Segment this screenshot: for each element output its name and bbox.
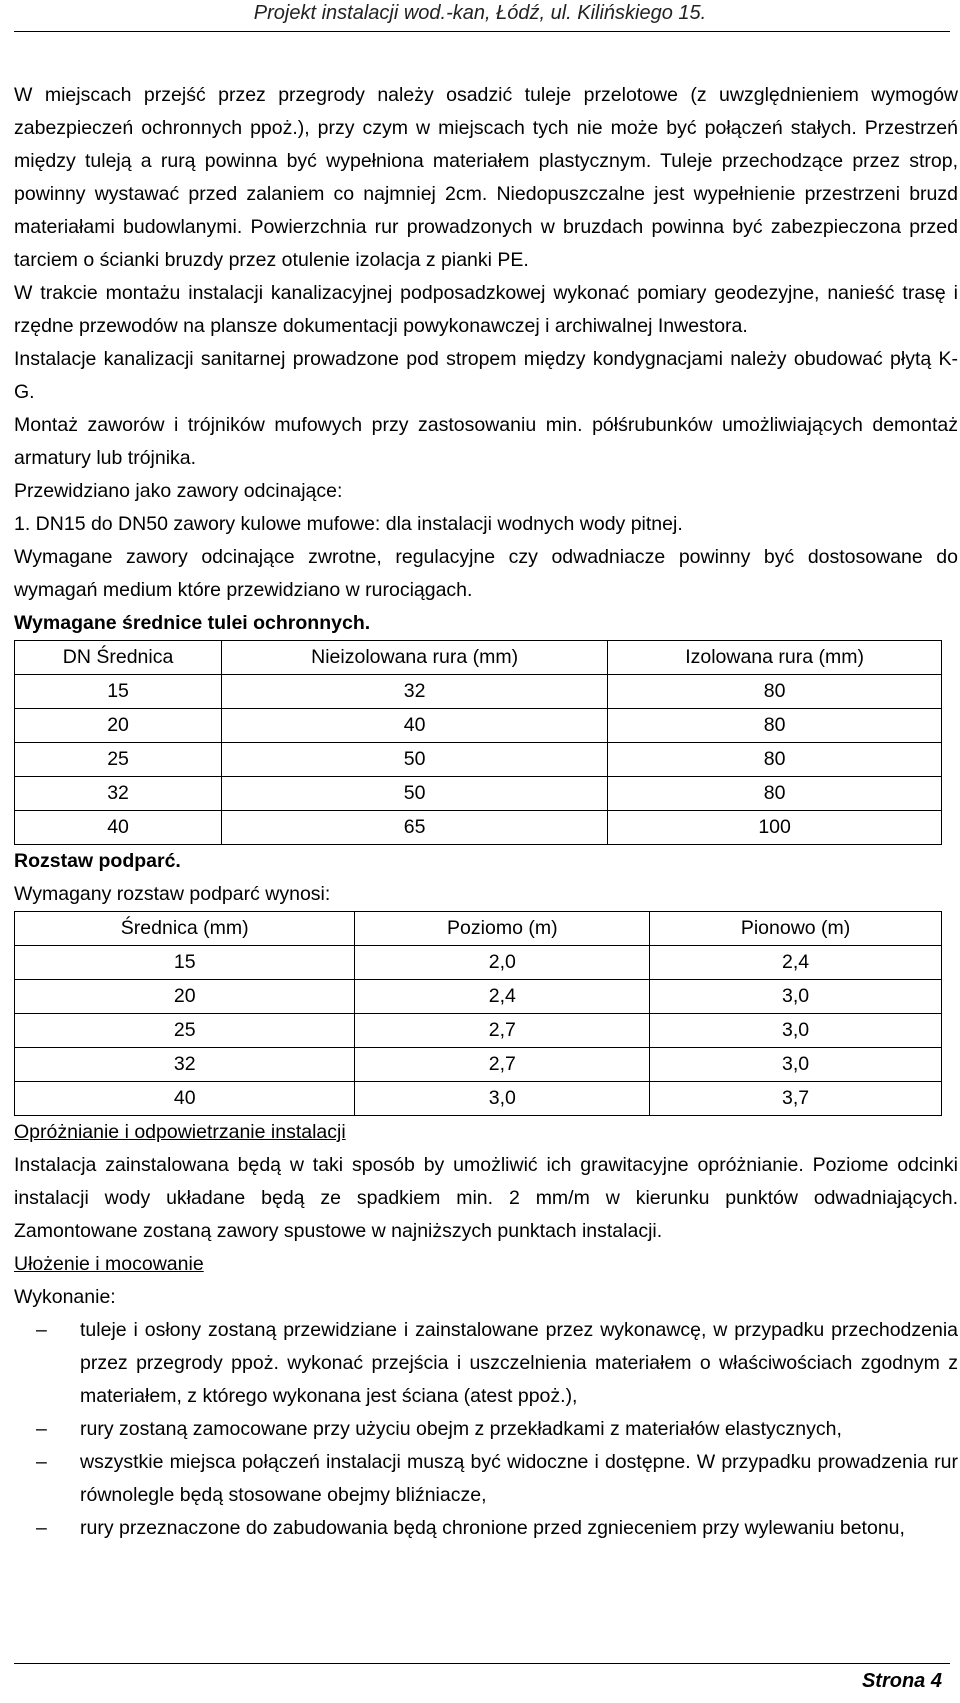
table-row <box>15 1048 942 1082</box>
table-cell: 20 <box>15 709 222 743</box>
list-item-text: rury przeznaczone do zabudowania będą chronione przed zgnieceniem przy wylewaniu betonu, <box>80 1517 905 1539</box>
dash-bullet: – <box>36 1451 47 1473</box>
table-cell: 15 <box>15 675 222 709</box>
table-cell: 2,4 <box>355 980 650 1014</box>
header-divider <box>14 31 950 32</box>
table-header-cell: Izolowana rura (mm) <box>608 641 942 675</box>
table-header-cell: Nieizolowana rura (mm) <box>222 641 608 675</box>
list-item-text: wszystkie miejsca połączeń instalacji muszą być widoczne i dostępne. W przypadku prowadzenia rur równolegle będą stosowane obejmy bliźniacze, <box>80 1451 958 1506</box>
dash-bullet: – <box>36 1418 47 1440</box>
paragraph-shutoff-intro: Przewidziano jako zawory odcinające: <box>14 480 343 502</box>
paragraph-sleeves: W miejscach przejść przez przegrody należy osadzić tuleje przelotowe (z uwzględnieniem wymogów zabezpieczeń ochronnych ppoż.), przy czym w miejscach tych nie może być połączeń stałych. Przestrzeń między tuleją a rurą powinna być wypełniona materiałem plastycznym. Tuleje przechodzące przez strop, powinny wystawać przed zalaniem co najmniej 2cm. Niedopuszczalne jest wypełnienie przestrzeni bruzd materiałami budowlanymi. Powierzchnia rur prowadzonych w bruzdach powinna być zabezpieczona przed tarciem o ścianki bruzdy przez otulenie izolacja z pianki PE. <box>14 84 958 271</box>
sleeve-diameter-table <box>14 640 942 845</box>
table-cell: 80 <box>608 777 942 811</box>
table-cell: 32 <box>15 1048 355 1082</box>
table-cell: 2,7 <box>355 1014 650 1048</box>
document-body <box>14 79 958 1545</box>
draining-heading: Opróżnianie i odpowietrzanie instalacji <box>14 1121 346 1143</box>
table-cell: 2,0 <box>355 946 650 980</box>
table-header-row <box>15 912 942 946</box>
table-cell: 50 <box>222 777 608 811</box>
table-cell: 40 <box>222 709 608 743</box>
paragraph-kg-board: Instalacje kanalizacji sanitarnej prowadzone pod stropem między kondygnacjami należy obudować płytą K-G. <box>14 348 958 403</box>
table-cell: 40 <box>15 1082 355 1116</box>
table-cell: 80 <box>608 743 942 777</box>
table-header-cell: Średnica (mm) <box>15 912 355 946</box>
table-cell: 2,4 <box>650 946 942 980</box>
table-cell: 32 <box>15 777 222 811</box>
support-spacing-heading: Rozstaw podparć. <box>14 850 181 872</box>
table-row <box>15 675 942 709</box>
dash-bullet: – <box>36 1319 47 1341</box>
table-cell: 2,7 <box>355 1048 650 1082</box>
table-cell: 32 <box>222 675 608 709</box>
paragraph-valves-mounting: Montaż zaworów i trójników mufowych przy zastosowaniu min. półśrubunków umożliwiających demontaż armatury lub trójnika. <box>14 414 958 469</box>
table-cell: 25 <box>15 1014 355 1048</box>
table-row <box>15 777 942 811</box>
table-header-cell: Pionowo (m) <box>650 912 942 946</box>
list-item <box>14 1446 958 1512</box>
paragraph-shutoff-item: 1. DN15 do DN50 zawory kulowe mufowe: dla instalacji wodnych wody pitnej. <box>14 513 683 535</box>
table-cell: 3,0 <box>355 1082 650 1116</box>
table-cell: 3,0 <box>650 980 942 1014</box>
table-row <box>15 980 942 1014</box>
support-spacing-intro: Wymagany rozstaw podparć wynosi: <box>14 883 331 905</box>
page-number: Strona 4 <box>861 1670 942 1692</box>
list-item-text: tuleje i osłony zostaną przewidziane i zainstalowane przez wykonawcę, w przypadku przechodzenia przez przegrody ppoż. wykonać przejścia i uszczelnienia materiałem o właściwościach zgodnym z materiałem, z którego wykonana jest ściana (atest ppoż.), <box>80 1319 958 1407</box>
table-cell: 3,7 <box>650 1082 942 1116</box>
table-row <box>15 811 942 845</box>
table-header-cell: Poziomo (m) <box>355 912 650 946</box>
list-item <box>14 1314 958 1413</box>
table-cell: 40 <box>15 811 222 845</box>
table-cell: 50 <box>222 743 608 777</box>
table-cell: 100 <box>608 811 942 845</box>
support-spacing-table <box>14 911 942 1116</box>
draining-text: Instalacja zainstalowana będą w taki sposób by umożliwić ich grawitacyjne opróżnianie. Poziome odcinki instalacji wody układane będą ze spadkiem min. 2 mm/m w kierunku punktów odwadniających. Zamontowane zostaną zawory spustowe w najniższych punktach instalacji. <box>14 1154 958 1242</box>
table-row <box>15 709 942 743</box>
table-row <box>15 743 942 777</box>
list-item <box>14 1413 958 1446</box>
mounting-intro: Wykonanie: <box>14 1286 116 1308</box>
table-row <box>15 1014 942 1048</box>
paragraph-geodesy: W trakcie montażu instalacji kanalizacyjnej podposadzkowej wykonać pomiary geodezyjne, nanieść trasę i rzędne przewodów na plansze dokumentacji powykonawczej i archiwalnej Inwestora. <box>14 282 958 337</box>
mounting-heading: Ułożenie i mocowanie <box>14 1253 204 1275</box>
table-cell: 80 <box>608 709 942 743</box>
table-cell: 20 <box>15 980 355 1014</box>
table-cell: 3,0 <box>650 1014 942 1048</box>
table-header-row <box>15 641 942 675</box>
footer-divider <box>14 1663 950 1664</box>
table-cell: 65 <box>222 811 608 845</box>
table-cell: 80 <box>608 675 942 709</box>
table-row <box>15 1082 942 1116</box>
sleeve-table-heading: Wymagane średnice tulei ochronnych. <box>14 612 371 634</box>
table-cell: 25 <box>15 743 222 777</box>
list-item <box>14 1512 958 1545</box>
table-cell: 15 <box>15 946 355 980</box>
list-item-text: rury zostaną zamocowane przy użyciu obejm z przekładkami z materiałów elastycznych, <box>80 1418 842 1440</box>
table-cell: 3,0 <box>650 1048 942 1082</box>
table-header-cell: DN Średnica <box>15 641 222 675</box>
paragraph-valves-requirements: Wymagane zawory odcinające zwrotne, regulacyjne czy odwadniacze powinny być dostosowane do wymagań medium które przewidziano w rurociągach. <box>14 546 958 601</box>
table-row <box>15 946 942 980</box>
page-header: Projekt instalacji wod.-kan, Łódź, ul. Kilińskiego 15. <box>253 2 707 24</box>
dash-bullet: – <box>36 1517 47 1539</box>
